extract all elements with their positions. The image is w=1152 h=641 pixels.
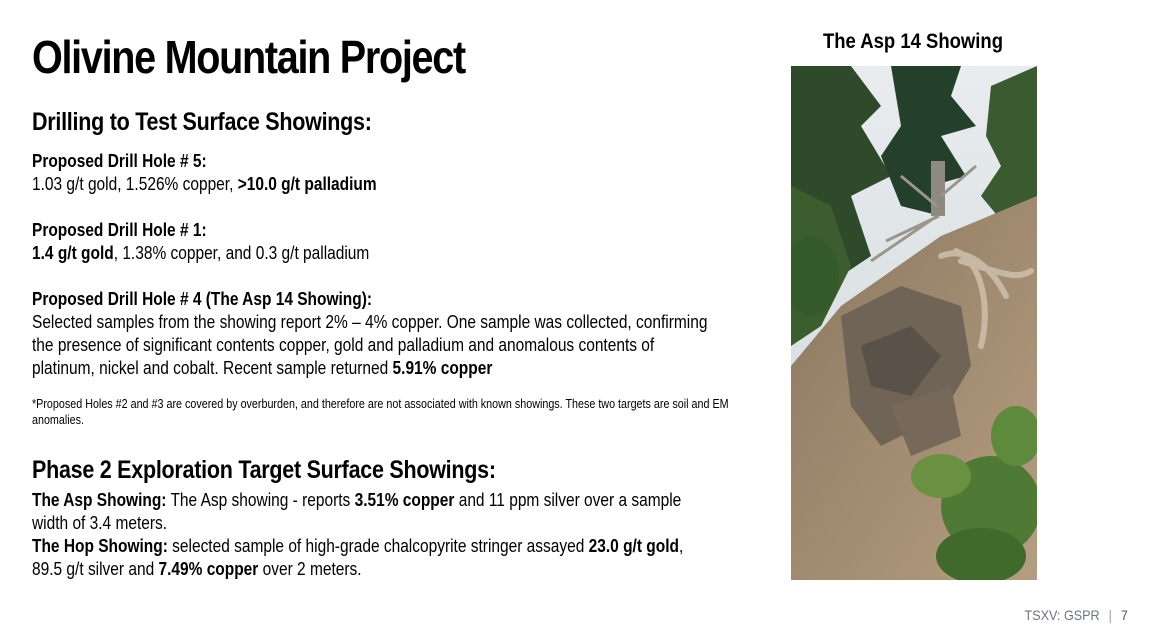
asp-showing [32, 489, 711, 535]
drill-hole-5-bold: >10.0 g/t palladium [237, 174, 377, 194]
asp-showing-copper: 3.51% copper [354, 490, 455, 510]
drill-hole-5-label: Proposed Drill Hole # 5: [32, 151, 207, 171]
drill-hole-4-label: Proposed Drill Hole # 4 (The Asp 14 Showing): [32, 289, 373, 309]
hop-showing-label: The Hop Showing: [32, 536, 168, 556]
outcrop-photo-illustration [791, 66, 1037, 580]
asp-showing-label: The Asp Showing: [32, 490, 167, 510]
slide-footer [1025, 607, 1128, 623]
drill-hole-1-label: Proposed Drill Hole # 1: [32, 220, 207, 240]
drill-hole-1-bold: 1.4 g/t gold [32, 243, 114, 263]
drill-hole-4-bold: 5.91% copper [392, 358, 493, 378]
asp-showing-text-1: The Asp showing - reports [166, 490, 355, 510]
drill-hole-4-text: Selected samples from the showing report 2% – 4% copper. One sample was collected, confirming the presence of significant contents copper, gold and palladium and anomalous contents of platinum, nickel and cobalt. Recent sample returned [32, 312, 708, 378]
hop-showing-text-3: over 2 meters. [258, 559, 362, 579]
section-heading-drilling: Drilling to Test Surface Showings: [32, 108, 372, 136]
hop-showing-text-1: selected sample of high-grade chalcopyrite stringer assayed [167, 536, 589, 556]
hop-showing-copper: 7.49% copper [158, 559, 259, 579]
showing-photo [791, 66, 1037, 580]
hop-showing [32, 535, 711, 581]
section-heading-phase2: Phase 2 Exploration Target Surface Showings: [32, 456, 496, 484]
footnote: *Proposed Holes #2 and #3 are covered by overburden, and therefore are not associated with known showings. These two targets are soil and EM anomalies. [32, 397, 729, 427]
asp-showing-text-2: and 11 ppm silver over a sample width of 3.4 meters. [32, 490, 682, 533]
drill-hole-5-text: 1.03 g/t gold, 1.526% copper, [32, 174, 238, 194]
hop-showing-gold: 23.0 g/t gold [588, 536, 679, 556]
footer-separator: | [1108, 607, 1112, 623]
drill-hole-5 [32, 150, 711, 196]
drill-hole-1-text: , 1.38% copper, and 0.3 g/t palladium [113, 243, 370, 263]
page-number: 7 [1120, 607, 1128, 623]
drill-hole-1 [32, 219, 711, 265]
hop-showing-text-2: , 89.5 g/t silver and [32, 536, 684, 579]
ticker-symbol: TSXV: GSPR [1024, 607, 1100, 623]
photo-title: The Asp 14 Showing [822, 30, 1004, 53]
drill-hole-4 [32, 288, 711, 380]
page-title: Olivine Mountain Project [32, 31, 465, 83]
